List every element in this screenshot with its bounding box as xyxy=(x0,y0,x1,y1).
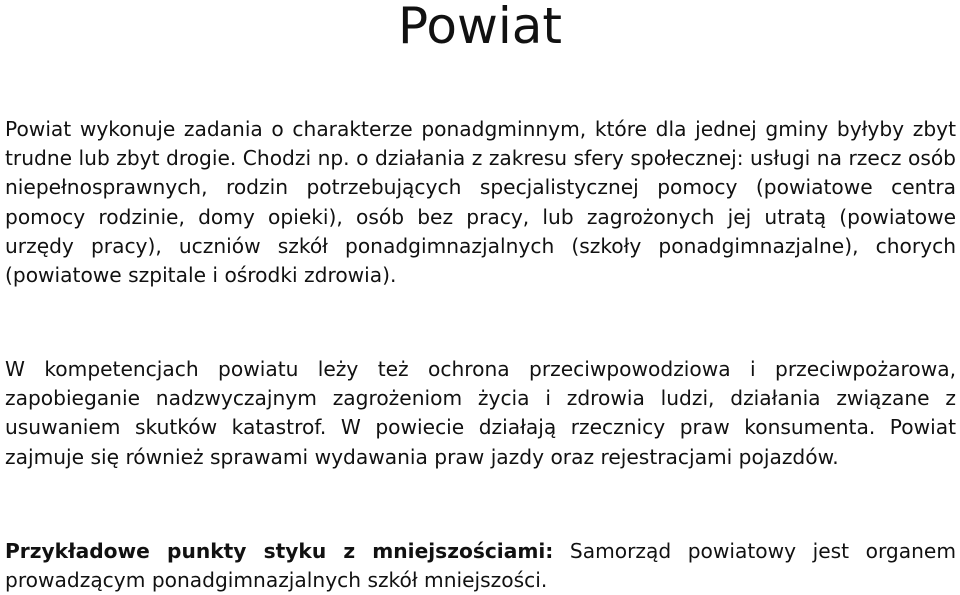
paragraph-competences: W kompetencjach powiatu leży też ochrona przeciwpowodziowa i przeciwpożarowa, zapobieganie nadzwyczajnym zagrożeniom życia i zdrowia ludzi, działania związane z usuwaniem skutków katastrof. W powiecie działają rzecznicy praw konsumenta. Powiat zajmuje się również sprawami wydawania praw jazdy oraz rejestracjami pojazdów. xyxy=(5,357,956,469)
paragraph-minorities xyxy=(5,537,956,595)
minorities-bold-lead: Przykładowe punkty styku z mniejszościami: xyxy=(5,539,554,563)
slide-title: Powiat xyxy=(398,0,562,55)
paragraph-tasks: Powiat wykonuje zadania o charakterze ponadgminnym, które dla jednej gminy byłyby zbyt trudne lub zbyt drogie. Chodzi np. o działania z zakresu sfery społecznej: usługi na rzecz osób niepełnosprawnych, rodzin potrzebujących specjalistycznej pomocy (powiatowe centra pomocy rodzinie, domy opieki), osób bez pracy, lub zagrożonych jej utratą (powiatowe urzędy pracy), uczniów szkół ponadgimnazjalnych (szkoły ponadgimnazjalne), chorych (powiatowe szpitale i ośrodki zdrowia). xyxy=(5,117,956,288)
minorities-text: Samorząd powiatowy jest organem prowadzącym ponadgimnazjalnych szkół mniejszości. xyxy=(5,539,956,593)
